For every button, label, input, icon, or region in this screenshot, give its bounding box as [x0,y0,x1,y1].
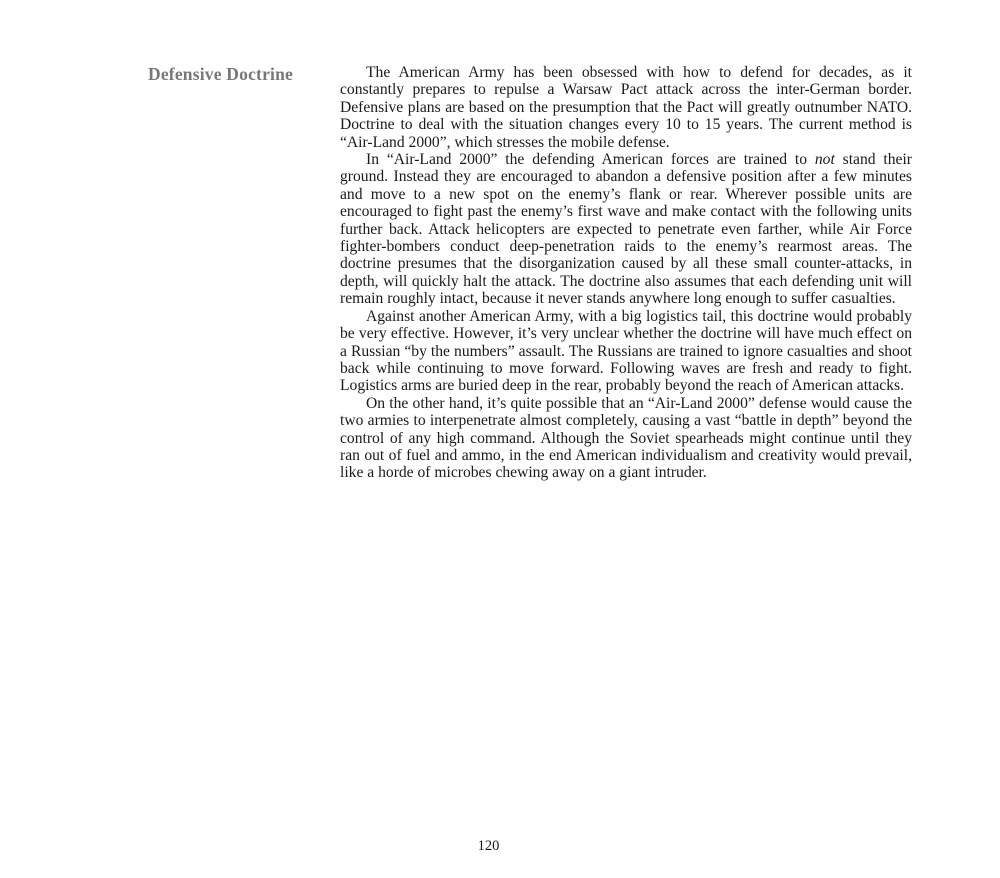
paragraph-3-text: Against another American Army, with a big logistics tail, this doctrine would probably be very effective. However, it’s very unclear whether the doctrine will have much effect on a Russian “by the numbers” assault. The Russians are trained to ignore casualties and shoot back while continuing to move forward. Following waves are fresh and ready to fight. Logistics arms are buried deep in the rear, probably beyond the reach of American attacks. [340,307,912,395]
paragraph-4 [340,395,912,482]
paragraph-2-text-end: stand their ground. Instead they are encouraged to abandon a defensive position after a few minutes and move to a new spot on the enemy’s flank or rear. Wherever possible units are encouraged to fight past the enemy’s first wave and make contact with the following units further back. Attack helicopters are expected to penetrate even farther, while Air Force fighter-bombers conduct deep-penetration raids to the enemy’s rearmost areas. The doctrine presumes that the disorganization caused by all these small counter-attacks, in depth, will quickly halt the attack. The doctrine also assumes that each defending unit will remain roughly intact, because it never stands anywhere long enough to suffer casualties. [340,151,912,308]
paragraph-1 [340,64,912,151]
paragraph-2-text-start: In “Air-Land 2000” the defending American forces are trained to [366,151,815,169]
section-heading: Defensive Doctrine [148,64,294,84]
paragraph-3 [340,308,912,395]
body-text [340,64,912,482]
page-number: 120 [477,838,500,854]
paragraph-4-text: On the other hand, it’s quite possible that an “Air-Land 2000” defense would cause the two armies to interpenetrate almost completely, causing a vast “battle in depth” beyond the control of any high command. Although the Soviet spearheads might continue until they ran out of fuel and ammo, in the end American individualism and creativity would prevail, like a horde of microbes chewing away on a giant intruder. [340,394,912,482]
paragraph-1-text: The American Army has been obsessed with how to defend for decades, as it constantly prepares to repulse a Warsaw Pact attack across the inter-German border. Defensive plans are based on the presumption that the Pact will greatly outnumber NATO. Doctrine to deal with the situation changes every 10 to 15 years. The current method is “Air-Land 2000”, which stresses the mobile defense. [340,64,912,151]
paragraph-2 [340,151,912,308]
paragraph-2-emphasis: not [814,151,835,169]
